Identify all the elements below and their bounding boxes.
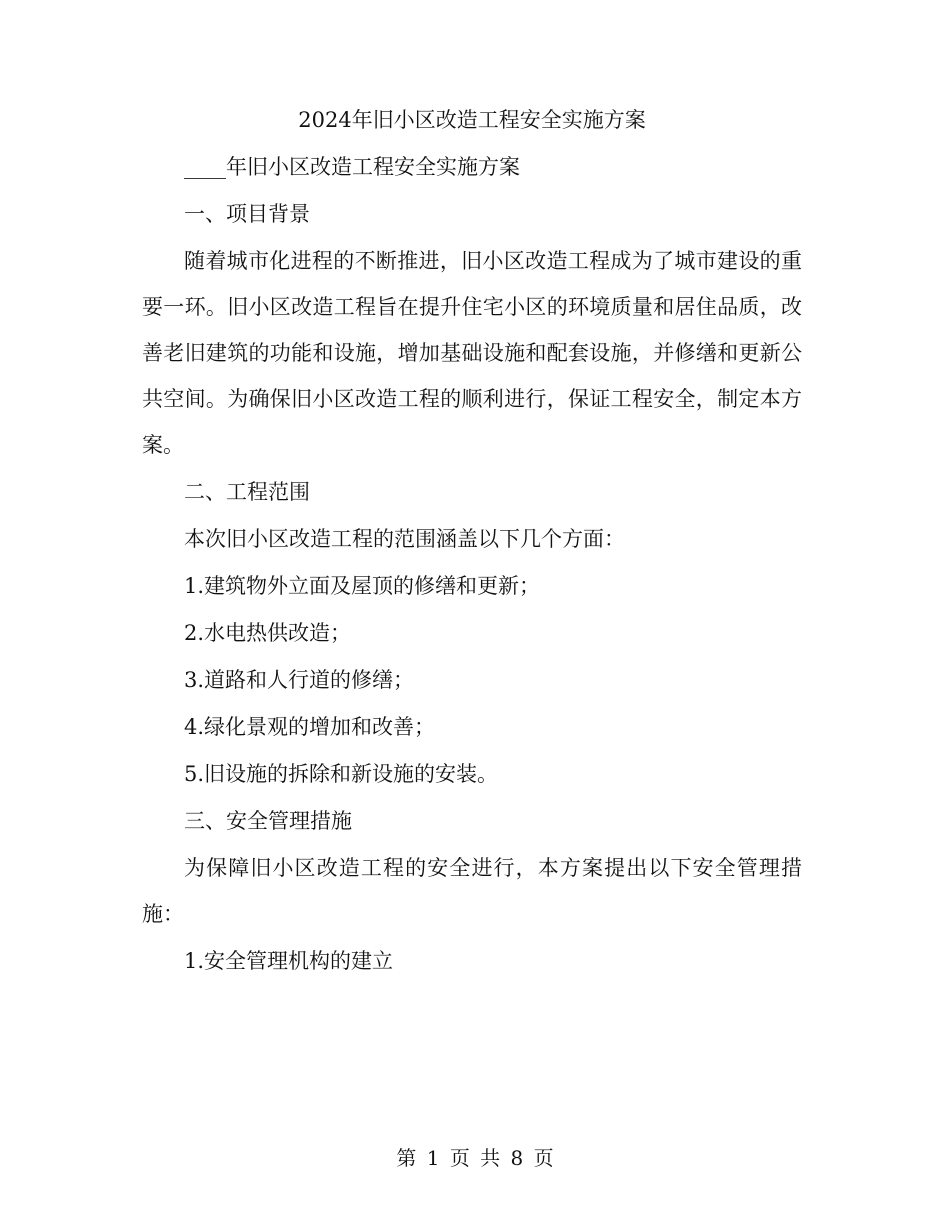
section-heading-scope: 二、工程范围	[184, 480, 310, 504]
section-heading-safety: 三、安全管理措施	[184, 809, 352, 833]
subtitle-paragraph: ____年旧小区改造工程安全实施方案	[184, 155, 520, 179]
section-heading-background: 一、项目背景	[184, 202, 310, 226]
safety-intro-paragraph: 为保障旧小区改造工程的安全进行，本方案提出以下安全管理措施：	[142, 856, 802, 926]
scope-intro-paragraph: 本次旧小区改造工程的范围涵盖以下几个方面：	[184, 527, 625, 551]
scope-item-4: 4.绿化景观的增加和改善；	[184, 715, 436, 739]
scope-item-2: 2.水电热供改造；	[184, 621, 352, 645]
safety-item-1: 1.安全管理机构的建立	[184, 949, 394, 973]
page-footer: 第 1 页 共 8 页	[396, 1146, 554, 1170]
scope-item-5: 5.旧设施的拆除和新设施的安装。	[184, 762, 499, 786]
document-title: 2024年旧小区改造工程安全实施方案	[298, 108, 646, 132]
background-paragraph: 随着城市化进程的不断推进，旧小区改造工程成为了城市建设的重要一环。旧小区改造工程旨在提升住宅小区的环境质量和居住品质，改善老旧建筑的功能和设施，增加基础设施和配套设施，并修缮和更新公共空间。为确保旧小区改造工程的顺利进行，保证工程安全，制定本方案。	[142, 249, 802, 457]
scope-item-3: 3.道路和人行道的修缮；	[184, 668, 415, 692]
scope-item-1: 1.建筑物外立面及屋顶的修缮和更新；	[184, 574, 541, 598]
document-body	[142, 100, 802, 988]
